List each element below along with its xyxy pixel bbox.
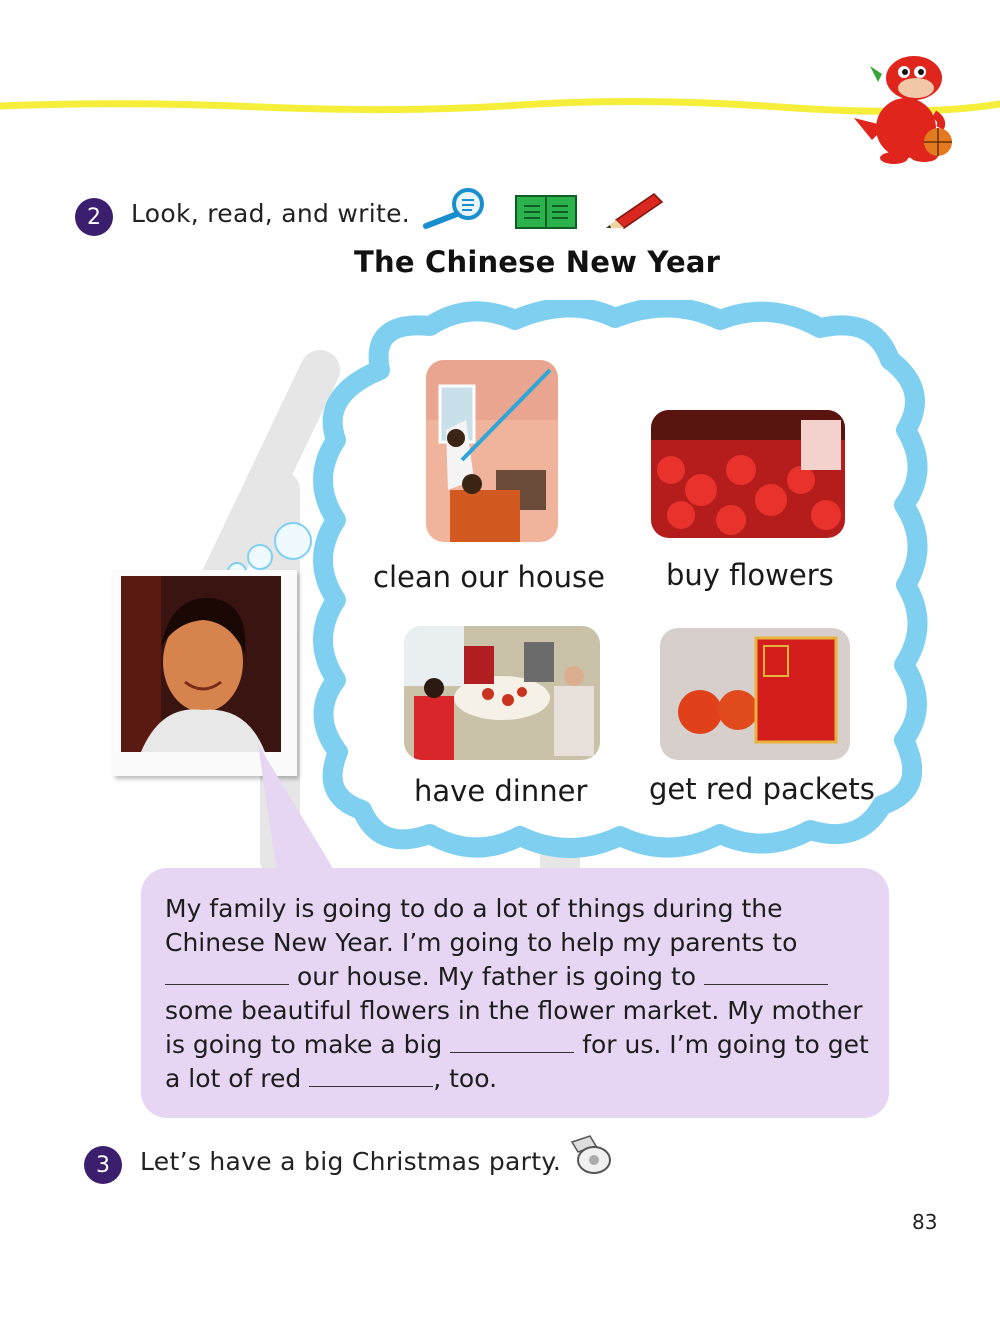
answer-blank[interactable]	[450, 1030, 574, 1053]
exercise-instruction: Let’s have a big Christmas party.	[140, 1147, 562, 1176]
thought-bubble-large	[274, 522, 312, 560]
paragraph-line: My family is going to do a lot of things during the	[165, 894, 783, 923]
paragraph-line: some beautiful flowers in the flower market. My mother	[165, 996, 863, 1025]
speech-pointer	[250, 740, 340, 880]
answer-blank[interactable]	[704, 962, 828, 985]
page-number: 83	[912, 1210, 938, 1234]
paragraph-line: a lot of red , too.	[165, 1064, 498, 1093]
paragraph-line: our house. My father is going to	[165, 960, 885, 994]
book-icon	[514, 192, 578, 232]
red-packet-photo	[660, 628, 850, 760]
paragraph-line: is going to make a big for us. I’m going to get	[165, 1030, 869, 1059]
activity-caption: have dinner	[414, 774, 588, 808]
fill-in-paragraph	[165, 892, 885, 1096]
pencil-icon	[602, 186, 666, 230]
flowers-photo	[651, 410, 845, 538]
page-title: The Chinese New Year	[354, 245, 721, 279]
cleaning-photo	[426, 360, 558, 542]
exercise-instruction: Look, read, and write.	[131, 199, 411, 228]
whistle-icon[interactable]	[566, 1132, 614, 1178]
magnifier-icon	[422, 186, 494, 230]
exercise-number-badge: 2	[75, 198, 113, 236]
answer-blank[interactable]	[165, 962, 289, 985]
answer-blank[interactable]	[309, 1064, 433, 1087]
paragraph-line: Chinese New Year. I’m going to help my parents to	[165, 928, 798, 957]
exercise-number-badge: 3	[84, 1146, 122, 1184]
dinosaur-mascot	[846, 48, 958, 168]
thought-bubble-medium	[247, 544, 273, 570]
activity-caption: buy flowers	[666, 558, 834, 592]
family-dinner-photo	[404, 626, 600, 760]
activity-caption: get red packets	[649, 772, 875, 806]
student-portrait-photo	[121, 576, 281, 752]
activity-caption: clean our house	[373, 560, 605, 594]
